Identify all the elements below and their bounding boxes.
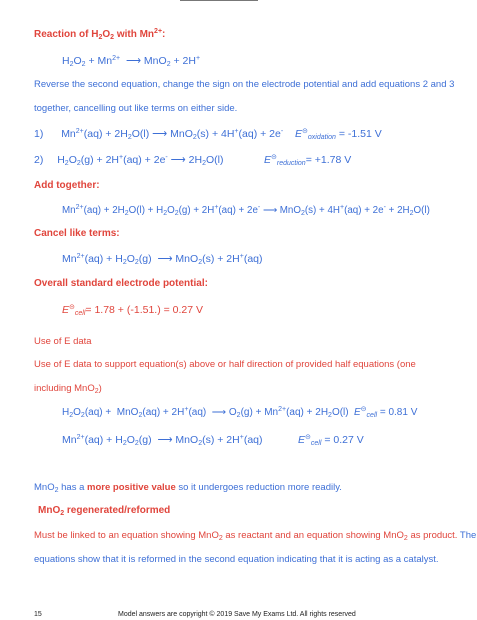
use-e-text: Use of E data to support equation(s) above or half direction of provided half equations (one including MnO$_2$) xyxy=(34,359,416,395)
use-e-equation-b-potential: $E^⊝_{cell} = 0.27$ V xyxy=(298,434,364,447)
use-e-equation-a: $H_2O_2(aq) + MnO_2(aq) + 2H^+(aq)$ ⟶ $O_2(g) + Mn^{2+}(aq) + 2H_2O(l)$ xyxy=(62,406,349,419)
equation-1-potential-value: = -1.51 V xyxy=(338,128,382,140)
use-e-equation-b: $Mn^{2+}(aq) + H_2O_2(g)$ ⟶ MnO$_2$(s) + 2H+(aq) xyxy=(62,434,263,447)
conclusion-sentence: MnO$_2$ has a more positive value so it undergoes reduction more readily. xyxy=(34,482,342,494)
intro-line-1: Reverse the second equation, change the sign on the electrode potential and add equations 2 and 3 xyxy=(34,79,455,90)
cancel-equation: $Mn^{2+}(aq) + H_2O_2(g)$ ⟶ MnO$_2$(s) + 2H+(aq) xyxy=(62,253,263,266)
cancel-heading: Cancel like terms: xyxy=(34,228,120,239)
top-rule xyxy=(180,0,258,1)
overall-expression: $E^⊝_{cell}= 1.78 + (-1.51.) = 0.27$ V xyxy=(62,304,204,317)
section-heading: Reaction of $H_2O_2$ with $Mn^{2+}$: xyxy=(34,28,166,41)
regenerated-heading: MnO$_2$ regenerated/reformed xyxy=(38,505,171,517)
copyright-notice: Model answers are copyright © 2019 Save My Exams Ltd. All rights reserved xyxy=(118,611,356,618)
equation-2-potential: $E^⊝_{reduction}= +1.78$ V xyxy=(264,154,352,167)
conclusion-red-text: Must be linked to an equation showing MnO$_2$ as reactant and an equation showing MnO$_2$ as product. The xyxy=(34,530,477,542)
conclusion-blue-text: equations show that it is reformed in the second equation indicating that it is acting as a catalyst. xyxy=(34,554,439,565)
page-number: 15 xyxy=(34,611,42,618)
equation-1-potential: $E^⊝_{oxidation} = -1.51$ V xyxy=(295,128,382,141)
overall-heading: Overall standard electrode potential: xyxy=(34,278,208,289)
intro-line-2: together, cancelling out like terms on either side. xyxy=(34,103,238,114)
equation-2: 2) $H_2O_2(g) + 2H^+(aq) + 2e^-$ ⟶ $2H_2O(l)$ xyxy=(34,154,224,167)
add-together-equation: $Mn^{2+}(aq) + 2H_2O(l) + H_2O_2(g) + 2H^+(aq) + 2e^-$ ⟶ $MnO_2(s) + 4H^+(aq) + 2e^- + 2H_2O(l)$ xyxy=(62,204,430,217)
main-equation: $H_2O_2 + Mn^{2+}$ ⟶ MnO$_2$ + 2H+ xyxy=(62,55,201,68)
use-e-equation-a-potential: $E^⊝_{cell} = 0.81$ V xyxy=(354,406,418,419)
equation-1: 1) $Mn^{2+}(aq) + 2H_2O(l)$ ⟶ MnO$_2$(s) + 4H+(aq) + 2e- xyxy=(34,128,284,141)
equation-2-potential-value: = +1.78 V xyxy=(305,154,352,166)
add-together-heading: Add together: xyxy=(34,180,100,191)
equation-2-number: 2) xyxy=(34,154,44,166)
use-e-heading: Use of E data xyxy=(34,336,92,347)
equation-1-number: 1) xyxy=(34,128,44,140)
